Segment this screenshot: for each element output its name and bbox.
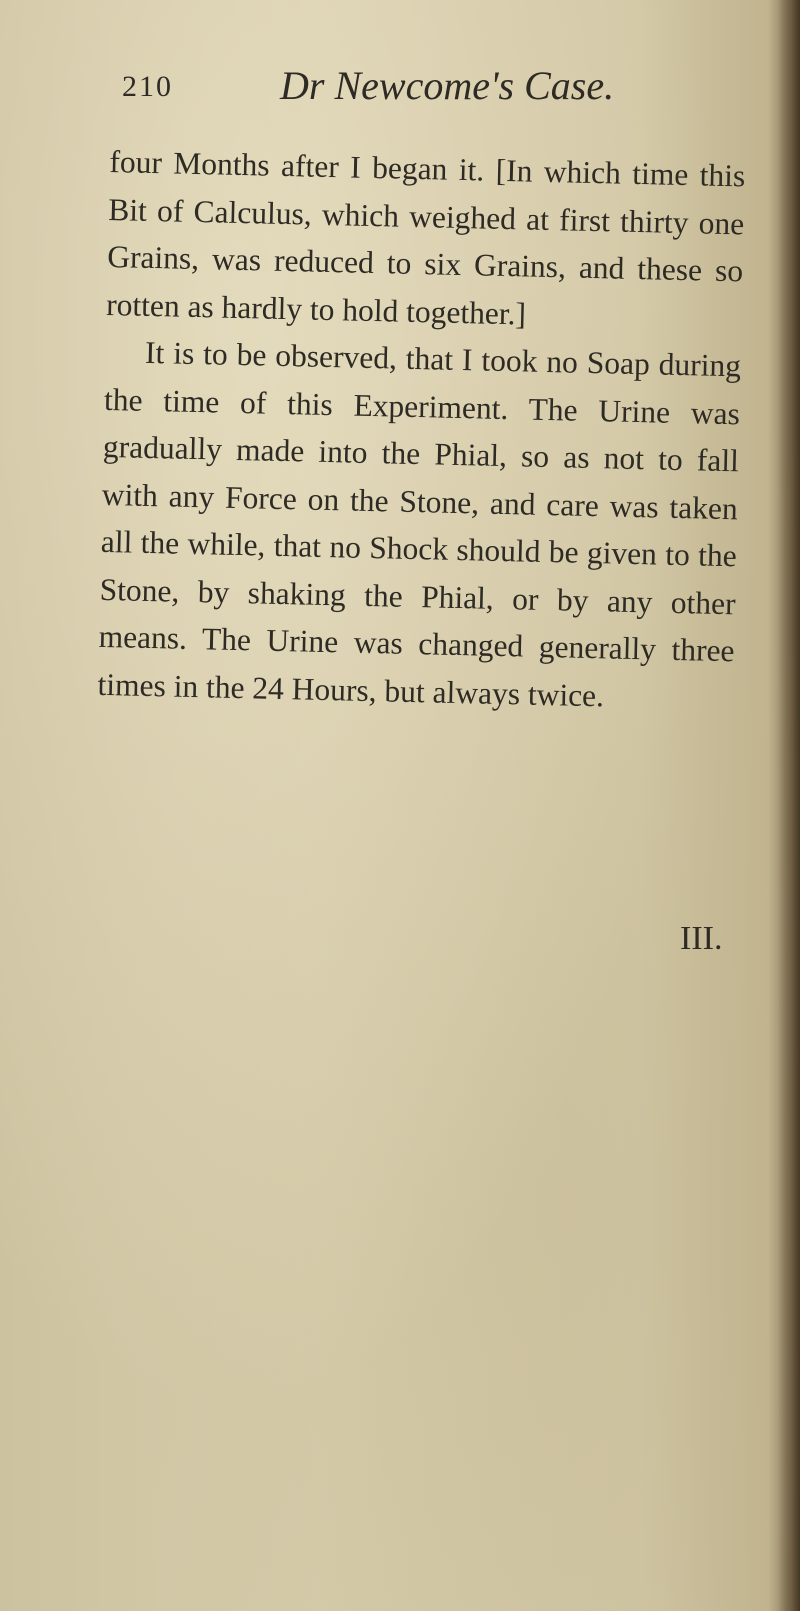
body-text xyxy=(97,138,746,722)
paragraph-1: four Months after I began it. [In which time this Bit of Calculus, which weighed at first thirty one Grains, was reduced to six Grains, and these so rotten as hardly to hold together.] xyxy=(105,143,746,331)
catchword: III. xyxy=(680,920,723,957)
page-spine-shadow xyxy=(778,0,800,1611)
paragraph-2: It is to be observed, that I took no Soap during the time of this Experiment. The Urine was gradually made into the Phial, so as not to fall with any Force on the Stone, and care was taken all the while, that no Shock should be given to the Stone, by shaking the Phial, or by any other means. The Urine was changed generally three times in the 24 Hours, but always twice. xyxy=(97,334,742,713)
page-header xyxy=(122,62,682,122)
running-title: Dr Newcome's Case. xyxy=(280,63,615,108)
page-number: 210 xyxy=(122,70,173,103)
